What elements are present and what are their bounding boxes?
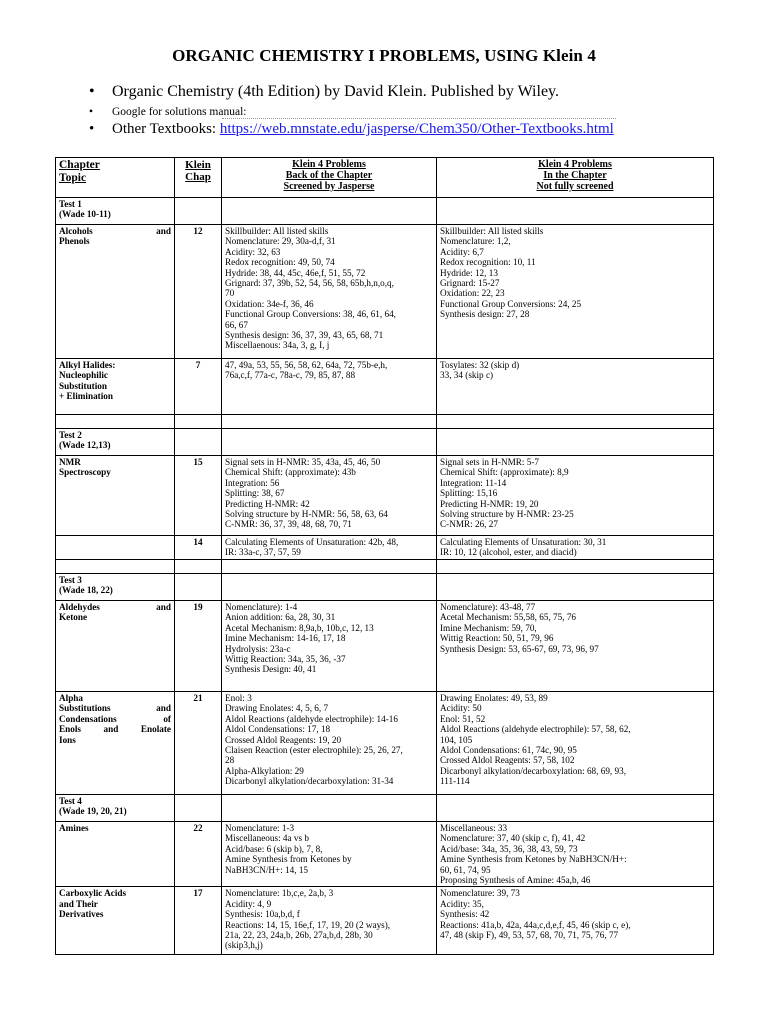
chap-amines: 22 [175,822,222,887]
bullet-manual [86,106,726,118]
book-reference: Organic Chemistry (4th Edition) by David Klein. Published by Wiley. [112,83,560,100]
test-4-label: Test 4 (Wade 19, 20, 21) [56,795,175,822]
test-4-row [56,795,714,822]
chap-unsaturation-ir: 14 [175,536,222,560]
bullet-dot-icon: • [89,105,94,118]
row-amines [56,822,714,887]
back-unsaturation-ir: Calculating Elements of Unsaturation: 42b, 48, IR: 33a-c, 37, 57, 59 [222,536,437,560]
test-1-label: Test 1 (Wade 10-11) [56,198,175,225]
row-alcohols [56,225,714,359]
bullet-dot-icon: • [89,83,95,100]
test-1-row [56,198,714,225]
back-alkyl-halides: 47, 49a, 53, 55, 56, 58, 62, 64a, 72, 75b-e,h, 76a,c,f, 77a-c, 78a-c, 79, 85, 87, 88 [222,359,437,415]
inchap-alkyl-halides: Tosylates: 32 (skip d) 33, 34 (skip c) [437,359,714,415]
test-2-label: Test 2 (Wade 12,13) [56,429,175,456]
inchap-carboxylic-acids: Nomenclature: 39, 73 Acidity: 35, Synthesis: 42 Reactions: 41a,b, 42a, 44a,c,d,e,f, 45, 46 (skip c, e), 47, 48 (skip F), 49, 53, 57, 68, 70, 71, 75, 76, 77 [437,887,714,955]
topic-amines: Amines [56,822,175,887]
test-3-row [56,574,714,601]
row-unsaturation-ir [56,536,714,560]
back-alcohols: Skillbuilder: All listed skills Nomenclature: 29, 30a-d,f, 31 Acidity: 32, 63 Redox recognition: 49, 50, 74 Hydride: 38, 44, 45c, 46e,f, 51, 55, 72 Grignard: 37, 39b, 52, 54, 56, 58, 65b,h,n,o,q, 70 Oxidation: 34e-f, 36, 46 Functional Group Conversions: 38, 46, 61, 64, 66, 67 Synthesis design: 36, 37, 39, 43, 65, 68, 71 Miscellaenous: 34a, 3, g, I, j [222,225,437,359]
bullet-dot-icon: • [89,120,95,137]
solutions-manual-note: Google for solutions manual: [112,105,247,118]
chap-alcohols: 12 [175,225,222,359]
header-row [56,158,714,198]
back-aldehydes: Nomenclature): 1-4 Anion addition: 6a, 28, 30, 31 Acetal Mechanism: 8,9a,b, 10b,c, 12, 13 Imine Mechanism: 14-16, 17, 18 Hydrolysis: 23a-c Wittig Reaction: 34a, 35, 36, -37 Synthesis Design: 40, 41 [222,601,437,692]
back-alpha-substitutions: Enol: 3 Drawing Enolates: 4, 5, 6, 7 Aldol Reactions (aldehyde electrophile): 14-16 Aldol Condensations: 17, 18 Crossed Aldol Reagents: 19, 20 Claisen Reaction (ester electrophile): 25, 26, 27, 28 Alpha-Alkylation: 29 Dicarbonyl alkylation/decarboxylation: 31-34 [222,692,437,795]
topic-aldehydes: Aldehydes and Ketone [56,601,175,692]
topic-alcohols: Alcohols and Phenols [56,225,175,359]
header-chap: Klein Chap [175,158,222,198]
inchap-aldehydes: Nomenclature): 43-48, 77 Acetal Mechanism: 55,58, 65, 75, 76 Imine Mechanism: 59, 70, Wittig Reaction: 50, 51, 79, 96 Synthesis Design: 53, 65-67, 69, 73, 96, 97 [437,601,714,692]
other-textbooks-link[interactable]: https://web.mnstate.edu/jasperse/Chem350/Other-Textbooks.html [219,120,614,137]
problems-table [55,157,714,955]
other-textbooks-label: Other Textbooks: [112,120,220,137]
row-alpha-substitutions [56,692,714,795]
chap-aldehydes: 19 [175,601,222,692]
inchap-nmr: Signal sets in H-NMR: 5-7 Chemical Shift: (approximate): 8,9 Integration: 11-14 Splitting: 15,16 Predicting H-NMR: 19, 20 Solving structure by H-NMR: 23-25 C-NMR: 26, 27 [437,456,714,536]
row-aldehydes [56,601,714,692]
chap-alpha-substitutions: 21 [175,692,222,795]
back-nmr: Signal sets in H-NMR: 35, 43a, 45, 46, 50 Chemical Shift: (approximate): 43b Integration: 56 Splitting: 38, 67 Predicting H-NMR: 42 Solving structure by H-NMR: 56, 58, 63, 64 C-NMR: 36, 37, 39, 48, 68, 70, 71 [222,456,437,536]
topic-alpha-substitutions: Alpha Substitutions and Condensations of Enols and Enolate Ions [56,692,175,795]
spacer-row [56,560,714,574]
dotted-divider [222,118,616,119]
header-in-chapter: Klein 4 Problems In the Chapter Not fully screened [437,158,714,198]
chap-nmr: 15 [175,456,222,536]
inchap-amines: Miscellaneous: 33 Nomenclature: 37, 40 (skip c, f), 41, 42 Acid/base: 34a, 35, 36, 38, 43, 59, 73 Amine Synthesis from Ketones by NaBH3CN/H+: 60, 61, 74, 95 Proposing Synthesis of Amine: 45a,b, 46 [437,822,714,887]
bullet-book [86,84,726,101]
chap-carboxylic-acids: 17 [175,887,222,955]
test-2-row [56,429,714,456]
header-topic: Chapter Topic [56,158,175,198]
bullet-other-textbooks [86,122,726,138]
topic-alkyl-halides: Alkyl Halides: Nucleophilic Substitution + Elimination [56,359,175,415]
row-carboxylic-acids [56,887,714,955]
page-title: ORGANIC CHEMISTRY I PROBLEMS, USING Klein 4 [172,46,596,65]
inchap-alcohols: Skillbuilder: All listed skills Nomenclature: 1,2, Acidity: 6,7 Redox recognition: 10, 11 Hydride: 12, 13 Grignard: 15-27 Oxidation: 22, 23 Functional Group Conversions: 24, 25 Synthesis design: 27, 28 [437,225,714,359]
row-nmr [56,456,714,536]
topic-nmr: NMR Spectroscopy [56,456,175,536]
header-back-of-chapter: Klein 4 Problems Back of the Chapter Screened by Jasperse [222,158,437,198]
topic-carboxylic-acids: Carboxylic Acids and Their Derivatives [56,887,175,955]
back-carboxylic-acids: Nomenclature: 1b,c,e, 2a,b, 3 Acidity: 4, 9 Synthesis: 10a,b,d, f Reactions: 14, 15, 16e,f, 17, 19, 20 (2 ways), 21a, 22, 23, 24a,b, 26b, 27a,b,d, 28b, 30 (skip3,h,j) [222,887,437,955]
spacer-row [56,415,714,429]
inchap-unsaturation-ir: Calculating Elements of Unsaturation: 30, 31 IR: 10, 12 (alcohol, ester, and diacid) [437,536,714,560]
inchap-alpha-substitutions: Drawing Enolates: 49, 53, 89 Acidity: 50 Enol: 51, 52 Aldol Reactions (aldehyde electrophile): 57, 58, 62, 104, 105 Aldol Condensations: 61, 74c, 90, 95 Crossed Aldol Reagents: 57, 58, 102 Dicarbonyl alkylation/decarboxylation: 68, 69, 93, 111-114 [437,692,714,795]
chap-alkyl-halides: 7 [175,359,222,415]
row-alkyl-halides [56,359,714,415]
back-amines: Nomenclature: 1-3 Miscellaneous: 4a vs b Acid/base: 6 (skip b), 7, 8, Amine Synthesis from Ketones by NaBH3CN/H+: 14, 15 [222,822,437,887]
bullet-list [86,84,726,138]
test-3-label: Test 3 (Wade 18, 22) [56,574,175,601]
